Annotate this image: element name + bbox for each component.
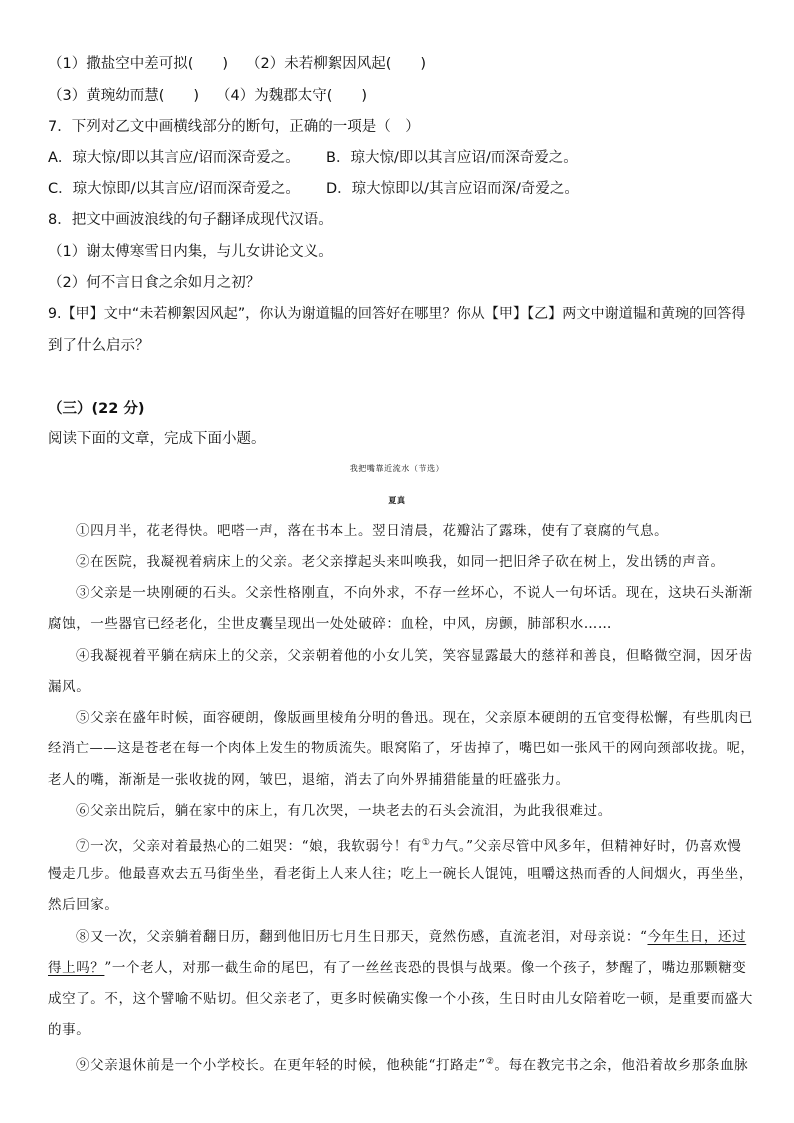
paragraph-4-line-2: 漏风。 bbox=[48, 679, 91, 695]
paragraph-8-text-a: ⑧又一次，父亲躺着翻日历，翻到他旧历七月生日那天，竟然伤感，直流老泪，对母亲说：“ bbox=[76, 929, 648, 945]
article-title: 我把嘴靠近流水（节选） bbox=[349, 464, 445, 473]
question-9-line-2: 到了什么启示？ bbox=[48, 338, 150, 354]
q7-option-a: A．琼大惊/即以其言应/诏而深奇爱之。 bbox=[48, 150, 300, 166]
footnote-marker-1: ① bbox=[421, 838, 431, 848]
paragraph-7-line-1 bbox=[76, 833, 742, 857]
article-author: 夏真 bbox=[388, 495, 406, 505]
paragraph-5-line-3: 老人的嘴，渐渐是一张收拢的网，皱巴，退缩，消去了向外界捕猎能量的旺盛张力。 bbox=[48, 772, 570, 788]
word-item-3: （3）黄琬幼而慧( ) bbox=[48, 88, 200, 104]
section-instruction: 阅读下面的文章，完成下面小题。 bbox=[48, 431, 266, 447]
section-heading: （三）(22 分) bbox=[48, 401, 145, 417]
paragraph-7-line-2: 慢走几步。他最喜欢去五马街坐坐，看老街上人来人往；吃上一碗长人馄饨，咀嚼这热而香的人间烟火，再坐坐， bbox=[48, 866, 753, 882]
q7-option-c: C．琼大惊即/以其言应/诏而深奇爱之。 bbox=[48, 181, 300, 197]
q7-option-b: B．琼大惊/即以其言应诏/而深奇爱之。 bbox=[326, 150, 578, 166]
underlined-sentence-part-1: 今年生日，还过 bbox=[647, 929, 747, 945]
q7-option-d: D．琼大惊即以/其言应诏而深/奇爱之。 bbox=[326, 181, 579, 197]
paragraph-2: ②在医院，我凝视着病床上的父亲。老父亲撑起头来叫唤我，如同一把旧斧子砍在树上，发出锈的声音。 bbox=[76, 554, 725, 570]
question-9-line-1: 9.【甲】文中“未若柳絮因风起”，你认为谢道韫的回答好在哪里？你从【甲】【乙】两文中谢道韫和黄琬的回答得 bbox=[48, 306, 746, 322]
paragraph-5-line-1: ⑤父亲在盛年时候，面容硬朗，像版画里棱角分明的鲁迅。现在，父亲原本硬朗的五官变得松懈，有些肌肉已 bbox=[76, 710, 753, 726]
paragraph-7-line-3: 然后回家。 bbox=[48, 897, 119, 913]
paragraph-8-line-2 bbox=[48, 958, 746, 978]
word-item-4: （4）为魏郡太守( ) bbox=[216, 88, 368, 104]
paragraph-7-text-b: 力气。”父亲尽管中风多年，但精神好时，仍喜欢慢 bbox=[430, 838, 742, 855]
paragraph-7-text-a: ⑦一次，父亲对着最热心的二姐哭：“娘，我软弱兮！有 bbox=[76, 838, 422, 855]
paragraph-8-text-b: ”一个老人，对那一截生命的尾巴，有了一丝丝丧恐的畏惧与战栗。像一个孩子，梦醒了，嘴边那颗糖变 bbox=[104, 960, 747, 976]
word-item-1: （1）撒盐空中差可拟( ) bbox=[48, 56, 229, 72]
paragraph-8-line-3: 成空了。不，这个譬喻不贴切。但父亲老了，更多时候确实像一个小孩，生日时由儿女陪着吃一顿，是重要而盛大 bbox=[48, 991, 753, 1007]
question-7: 7．下列对乙文中画横线部分的断句，正确的一项是（ ） bbox=[48, 119, 420, 135]
paragraph-1: ①四月半，花老得快。吧嗒一声，落在书本上。翌日清晨，花瓣沾了露珠，使有了衰腐的气息。 bbox=[76, 523, 669, 539]
footnote-marker-2: ② bbox=[485, 1057, 495, 1067]
paragraph-3-line-2: 腐蚀，一些器官已经老化，尘世皮囊呈现出一处处破碎：血栓，中风，房颤，肺部积水…… bbox=[48, 616, 612, 632]
underlined-sentence-part-2: 得上吗？ bbox=[48, 960, 105, 976]
paragraph-4-line-1: ④我凝视着平躺在病床上的父亲，父亲朝着他的小女儿笑，笑容显露最大的慈祥和善良，但略微空洞，因牙齿 bbox=[76, 648, 753, 664]
paragraph-9-text-b: 。每在教完书之余，他沿着故乡那条血脉 bbox=[494, 1057, 749, 1074]
paragraph-5-line-2: 经消亡——这是苍老在每一个肉体上发生的物质流失。眼窝陷了，牙齿掉了，嘴巴如一张风干的网向颈部收拢。呢， bbox=[48, 741, 755, 756]
paragraph-8-line-4: 的事。 bbox=[48, 1022, 91, 1038]
word-item-2: （2）未若柳絮因风起( ) bbox=[246, 56, 427, 72]
q8-item-2: （2）何不言日食之余如月之初？ bbox=[48, 275, 261, 291]
question-8: 8．把文中画波浪线的句子翻译成现代汉语。 bbox=[48, 212, 333, 228]
paragraph-3-line-1: ③父亲是一块刚硬的石头。父亲性格刚直，不向外求，不存一丝坏心，不说人一句坏话。现在，这块石头渐渐 bbox=[76, 585, 753, 601]
paragraph-9-text-a: ⑨父亲退休前是一个小学校长。在更年轻的时候，他秧能“打路走” bbox=[76, 1057, 486, 1074]
paragraph-9-line-1 bbox=[76, 1052, 748, 1076]
paragraph-8-line-1 bbox=[76, 927, 746, 947]
q8-item-1: （1）谢太傅寒雪日内集，与儿女讲论文义。 bbox=[48, 244, 333, 260]
paragraph-6: ⑥父亲出院后，躺在家中的床上，有几次哭，一块老去的石头会流泪，为此我很难过。 bbox=[76, 803, 612, 819]
